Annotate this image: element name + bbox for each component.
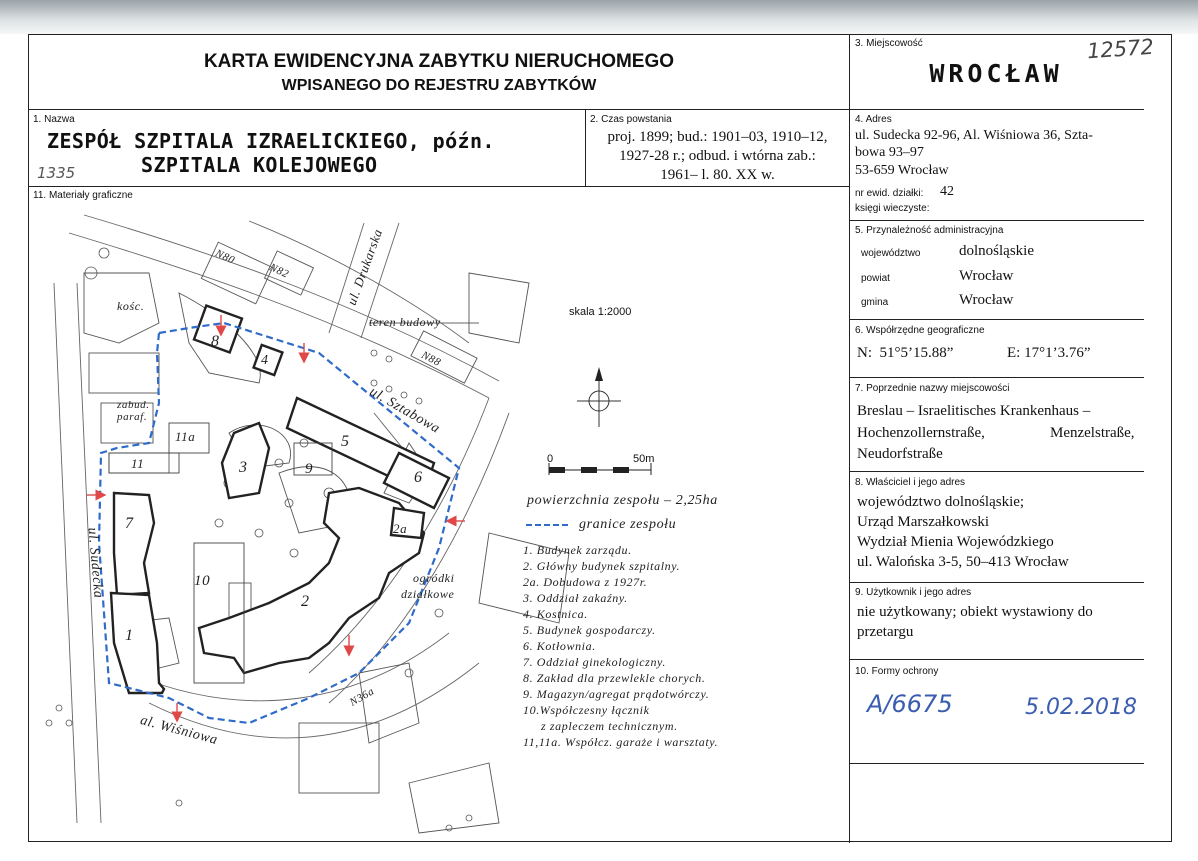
map-label-kosc: kośc. xyxy=(117,299,145,313)
uzytkownik-label: 9. Użytkownik i jego adres xyxy=(855,587,972,598)
czas-line3: 1961– l. 80. XX w. xyxy=(660,167,775,183)
map-label-b11a: 11a xyxy=(175,429,196,444)
building-11 xyxy=(109,453,179,473)
dzialka-value: 42 xyxy=(940,184,954,199)
legend-item-4: 4. Kostnica. xyxy=(523,607,588,621)
map-label-b11: 11 xyxy=(131,456,145,471)
legend-item-1: 1. Budynek zarządu. xyxy=(523,543,632,557)
uzytkownik-line1: nie użytkowany; obiekt wystawiony do xyxy=(857,604,1093,620)
miejscowosc-label: 3. Miejscowość xyxy=(855,38,923,49)
divider-7 xyxy=(849,377,1144,378)
wojewodztwo-value: dolnośląskie xyxy=(959,243,1034,259)
divider-6 xyxy=(849,319,1144,320)
map-label-b2: 2 xyxy=(301,593,310,610)
map-label-sztabowa: ul. Sztabowa xyxy=(366,384,443,437)
legend-item-5: 5. Budynek gospodarczy. xyxy=(523,623,656,637)
divider-graphics xyxy=(29,186,849,187)
divider-vertical-right xyxy=(849,35,850,843)
nazwa-handwritten: 1335 xyxy=(37,164,76,182)
adres-line2: bowa 93–97 xyxy=(855,145,924,160)
register-date: 5.02.2018 xyxy=(1025,695,1137,720)
surrounding-parcels xyxy=(84,242,569,833)
wspolrzedne-label: 6. Współrzędne geograficzne xyxy=(855,325,985,336)
map-label-b5: 5 xyxy=(341,433,350,450)
map-label-n88: N88 xyxy=(419,349,443,369)
czas-line2: 1927-28 r.; odbud. i wtórna zab.: xyxy=(619,148,816,164)
map-label-b2a: 2a xyxy=(393,521,408,536)
poprzednie-line1: Breslau – Israelitisches Krankenhaus – xyxy=(857,403,1091,419)
boundary-text: granice zespołu xyxy=(579,517,677,532)
czas-label: 2. Czas powstania xyxy=(590,114,672,125)
poprzednie-line2a: Hochenzollernstraße, xyxy=(857,425,985,441)
adres-line1: ul. Sudecka 92-96, Al. Wiśniowa 36, Szta- xyxy=(855,128,1093,143)
powiat-value: Wrocław xyxy=(959,268,1014,284)
poprzednie-label: 7. Poprzednie nazwy miejscowości xyxy=(855,383,1010,394)
building-2 xyxy=(199,488,424,673)
legend-item-7: 7. Oddział ginekologiczny. xyxy=(523,655,666,669)
map-label-b10: 10 xyxy=(194,573,211,589)
divider-bottom xyxy=(849,763,1144,764)
formy-label: 10. Formy ochrony xyxy=(855,666,939,677)
building-1 xyxy=(111,593,164,693)
map-label-b1: 1 xyxy=(125,627,134,644)
north-arrow-icon xyxy=(577,367,621,427)
legend-item-9: 9. Magazyn/agregat prądotwórczy. xyxy=(523,687,710,701)
map-label-sudecka: ul. Sudecka xyxy=(84,526,106,600)
legend-item-2a: 2a. Dobudowa z 1927r. xyxy=(523,575,648,589)
scale-end: 50m xyxy=(633,453,655,465)
area-text: powierzchnia zespołu – 2,25ha xyxy=(527,493,718,508)
longitude-value: E: 17°1’3.76” xyxy=(1007,345,1091,361)
adres-label: 4. Adres xyxy=(855,114,892,125)
legend-item-2: 2. Główny budynek szpitalny. xyxy=(523,559,681,573)
handwritten-number: 12572 xyxy=(1086,34,1155,64)
czas-line1: proj. 1899; bud.: 1901–03, 1910–12, xyxy=(607,129,828,145)
poprzednie-line2b: Menzelstraße, xyxy=(1050,425,1135,441)
map-scale-text: skala 1:2000 xyxy=(569,306,632,318)
divider-8 xyxy=(849,471,1144,472)
scale-zero: 0 xyxy=(547,453,554,465)
map-label-teren: teren budowy xyxy=(369,315,441,329)
grafika-label: 11. Materiały graficzne xyxy=(33,190,133,201)
powiat-key: powiat xyxy=(861,273,890,284)
site-plan-map xyxy=(29,203,847,841)
register-number: A/6675 xyxy=(867,690,953,718)
nazwa-line2: SZPITALA KOLEJOWEGO xyxy=(141,153,378,177)
divider-9 xyxy=(849,582,1144,583)
map-label-wisniowa: al. Wiśniowa xyxy=(138,712,220,749)
legend-item-3: 3. Oddział zakaźny. xyxy=(523,591,628,605)
scan-top-edge xyxy=(0,0,1198,34)
legend-item-8: 8. Zakład dla przewlekle chorych. xyxy=(523,671,706,685)
divider-5 xyxy=(849,220,1144,221)
legend-item-11: 11,11a. Współcz. garaże i warsztaty. xyxy=(523,735,719,749)
gmina-key: gmina xyxy=(861,297,889,308)
latitude-value: N: 51°5’15.88” xyxy=(857,345,954,361)
building-11a xyxy=(169,423,209,453)
building-4 xyxy=(254,345,283,375)
map-label-n80: N80 xyxy=(213,247,237,267)
map-label-b6: 6 xyxy=(414,469,423,486)
adres-line3: 53-659 Wrocław xyxy=(855,163,949,178)
nazwa-label: 1. Nazwa xyxy=(33,114,75,125)
uzytkownik-line2: przetargu xyxy=(857,624,914,640)
ksiegi-label: księgi wieczyste: xyxy=(855,203,930,214)
map-label-ogrodki2: działkowe xyxy=(401,587,455,601)
map-label-b7: 7 xyxy=(125,515,134,532)
legend-item-10: 10.Współczesny łącznik xyxy=(523,703,650,717)
map-label-drukarska: ul. Drukarska xyxy=(343,226,386,307)
dzialka-label: nr ewid. działki: xyxy=(855,188,924,199)
record-card xyxy=(28,34,1172,842)
map-label-b4: 4 xyxy=(261,353,269,368)
building-8 xyxy=(194,306,242,353)
divider-header xyxy=(29,109,1144,110)
map-label-b3: 3 xyxy=(239,459,248,476)
wlasciciel-line3: Wydział Mienia Wojewódzkiego xyxy=(857,534,1054,550)
miejscowosc-value: WROCŁAW xyxy=(929,59,1063,88)
map-label-zabud: zabud. xyxy=(117,399,150,411)
scale-bar xyxy=(549,463,651,475)
building-3 xyxy=(222,423,269,498)
poprzednie-line3: Neudorfstraße xyxy=(857,446,943,462)
building-2a xyxy=(391,508,424,538)
legend-item-10-cont: z zapleczem technicznym. xyxy=(541,719,678,733)
wojewodztwo-key: województwo xyxy=(861,248,921,259)
wlasciciel-line2: Urząd Marszałkowski xyxy=(857,514,990,530)
hospital-buildings xyxy=(111,306,449,693)
card-title-line2: WPISANEGO DO REJESTRU ZABYTKÓW xyxy=(281,77,597,94)
card-title-line1: KARTA EWIDENCYJNA ZABYTKU NIERUCHOMEGO xyxy=(203,51,675,72)
nazwa-line1: ZESPÓŁ SZPITALA IZRAELICKIEGO, późn. xyxy=(47,129,495,153)
wlasciciel-line1: województwo dolnośląskie; xyxy=(857,494,1025,510)
map-label-b9: 9 xyxy=(305,461,314,477)
gmina-value: Wrocław xyxy=(959,292,1014,308)
map-label-n36a: N36a xyxy=(347,685,377,709)
wlasciciel-line4: ul. Walońska 3-5, 50–413 Wrocław xyxy=(857,554,1069,570)
divider-10 xyxy=(849,659,1144,660)
przynaleznosc-label: 5. Przynależność administracyjna xyxy=(855,225,1004,236)
building-7 xyxy=(114,493,154,595)
legend-item-6: 6. Kotłownia. xyxy=(523,639,596,653)
map-label-ogrodki1: ogródki xyxy=(413,571,455,585)
wlasciciel-label: 8. Właściciel i jego adres xyxy=(855,477,966,488)
map-label-b8: 8 xyxy=(211,333,220,350)
map-label-n82: N82 xyxy=(267,261,291,281)
map-label-paraf: paraf. xyxy=(117,411,148,423)
